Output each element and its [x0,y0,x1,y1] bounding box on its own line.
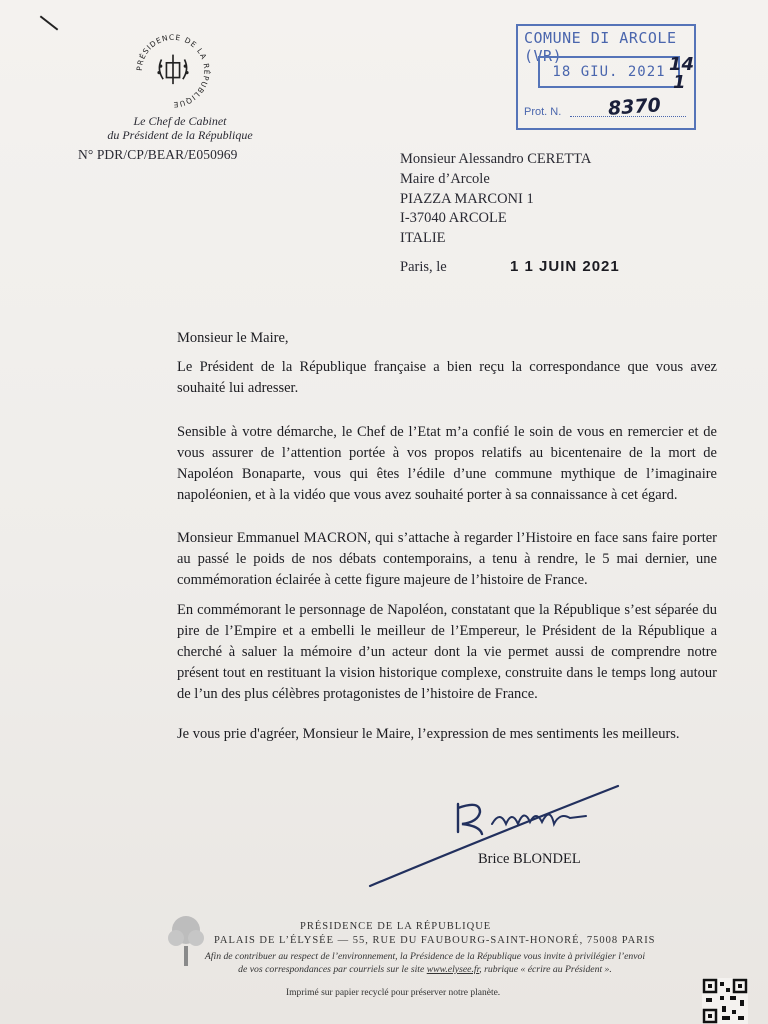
recipient-name: Monsieur Alessandro CERETTA [400,151,592,167]
footer-website-link[interactable]: www.elysee.fr [426,964,480,975]
commune-stamp [516,24,696,130]
stamp-handwritten-top: 14 [669,54,695,75]
footer-note-end: , rubrique « écrire au Président ». [479,964,612,975]
letter-paragraph-1: Le Président de la République française a bien reçu la correspondance que vous avez souhaité lui adresser. [177,359,717,396]
pen-mark [40,15,59,30]
handwritten-signature [330,780,650,900]
stamp-date: 18 GIU. 2021 [538,56,680,88]
reference-number: N° PDR/CP/BEAR/E050969 [78,147,238,162]
letter-closing: Je vous prie d'agréer, Monsieur le Maire, l’expression de mes sentiments les meilleurs. [177,726,680,742]
cabinet-line-1: Le Chef de Cabinet [133,114,227,128]
date-stamp: 1 1 JUIN 2021 [510,258,620,275]
recipient-title: Maire d’Arcole [400,170,490,187]
presidency-seal [132,30,214,112]
recipient-country: ITALIE [400,230,446,247]
stamp-handwritten-prot: 8370 [607,94,662,120]
recipient-address [400,150,591,249]
letter-paragraph-2: Sensible à votre démarche, le Chef de l’Etat m’a confié le soin de vous en remercier et de vous assurer de l’attention portée à vos propos relatifs au bicentenaire de la mort de Napoléon Bonaparte, vous qui êtes l’édile d’une commune mythique de l’imaginaire napoléonien, et à la vidéo que vous avez souhaité porter à sa connaissance à cet égard. [177,424,717,503]
stamp-commune: COMUNE DI ARCOLE (VR) [524,29,677,65]
signer-name: Brice BLONDEL [478,851,581,867]
stamp-prot-label: Prot. N. [524,106,562,118]
salutation: Monsieur le Maire, [177,330,289,346]
footer-title: PRÉSIDENCE DE LA RÉPUBLIQUE [300,921,492,932]
cabinet-header [90,114,270,142]
footer-recycle-note: Imprimé sur papier recyclé pour préserver notre planète. [286,988,501,998]
seal-text: PRÉSIDENCE DE LA RÉPUBLIQUE [134,32,212,110]
date-place: Paris, le [400,259,447,275]
footer-note [200,950,650,976]
footer-address: PALAIS DE L’ÉLYSÉE — 55, RUE DU FAUBOURG-SAINT-HONORÉ, 75008 PARIS [214,935,656,946]
cabinet-line-2: du Président de la République [107,128,253,142]
recipient-street: PIAZZA MARCONI 1 [400,190,534,207]
seal-emblem [157,55,188,85]
stamp-handwritten-bottom: 1 [673,72,686,93]
recipient-city: I-37040 ARCOLE [400,210,507,227]
letter-paragraph-4: En commémorant le personnage de Napoléon, constatant que la République s’est séparée du pire de l’Empire et a embelli le meilleur de l’Empereur, le Président de la République a cherché à saluer la mémoire d’un acteur dont la vie permet aussi de comprendre notre présent tout en restituant la vision historique complexe, construite dans le temps long autour de l’un des plus célèbres protagonistes de l’histoire de France. [177,602,717,702]
footer-note-text: Afin de contribuer au respect de l’environnement, la Présidence de la République vous invite à privilégier l’envoi de vos correspondances par courriels sur le site [204,951,646,975]
qr-code-icon [702,978,748,1024]
letter-paragraph-3: Monsieur Emmanuel MACRON, qui s’attache à regarder l’Histoire en face sans faire porter au passé le poids de nos débats contemporains, a tenu à rendre, le 5 mai dernier, une commémoration éclairée à cette figure majeure de l’histoire de France. [177,530,717,588]
